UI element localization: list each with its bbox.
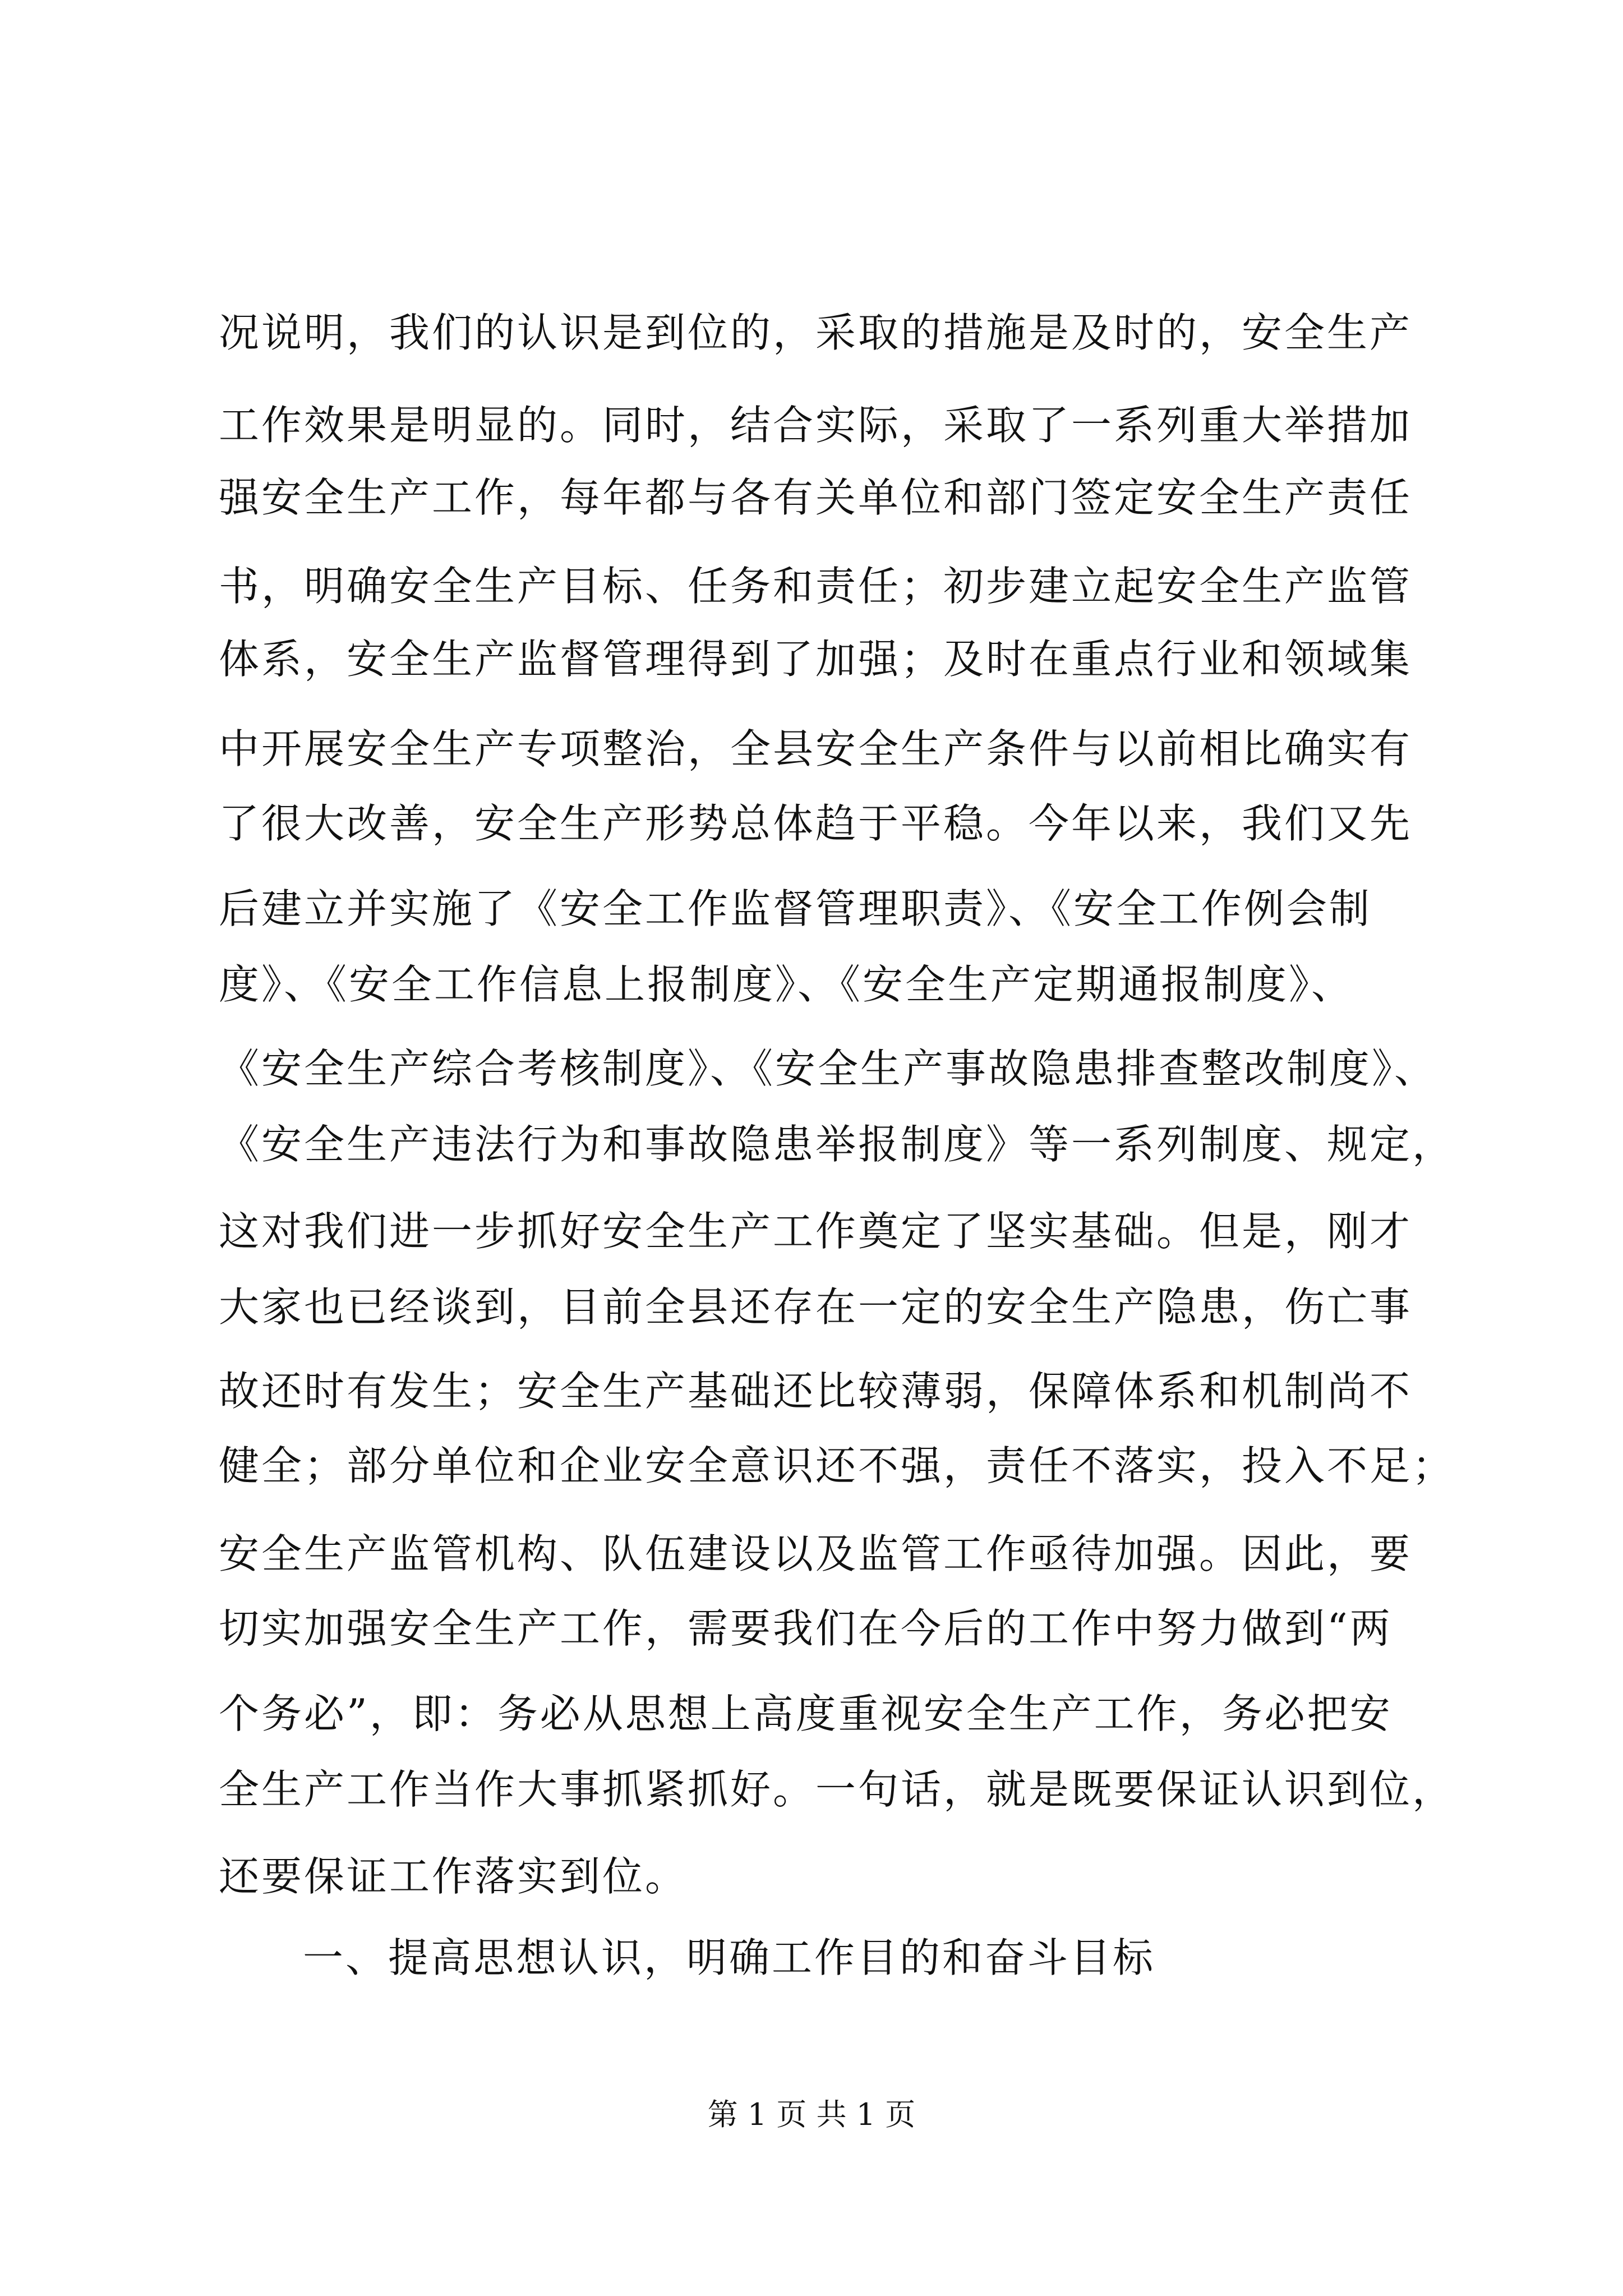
body-text-line: 健全；部分单位和企业安全意识还不强，责任不落实，投入不足； [219, 1442, 1455, 1489]
body-text-line: 度》、《安全工作信息上报制度》、《安全生产定期通报制度》、 [219, 961, 1354, 1008]
body-text-line: 还要保证工作落实到位。 [219, 1853, 688, 1900]
body-text-line: 《安全生产违法行为和事故隐患举报制度》等一系列制度、规定， [219, 1121, 1455, 1168]
body-text-line: 况说明，我们的认识是到位的，采取的措施是及时的，安全生产 [219, 309, 1413, 356]
body-text-line: 大家也已经谈到，目前全县还存在一定的安全生产隐患，伤亡事 [219, 1283, 1413, 1331]
page-footer: 第 1 页 共 1 页 [707, 2097, 916, 2132]
body-text-line: 《安全生产综合考核制度》、《安全生产事故隐患排查整改制度》、 [219, 1045, 1437, 1092]
body-text-line: 中开展安全生产专项整治，全县安全生产条件与以前相比确实有 [219, 725, 1413, 772]
body-text-line: 后建立并实施了《安全工作监督管理职责》、《安全工作例会制 [219, 885, 1372, 932]
body-text-line: 工作效果是明显的。同时，结合实际，采取了一系列重大举措加 [219, 402, 1413, 449]
body-text-line: 体系，安全生产监督管理得到了加强；及时在重点行业和领域集 [219, 636, 1413, 683]
body-text-line: 了很大改善，安全生产形势总体趋于平稳。今年以来，我们又先 [219, 800, 1413, 847]
body-text-line: 强安全生产工作，每年都与各有关单位和部门签定安全生产责任 [219, 474, 1413, 521]
section-heading: 一、提高思想认识，明确工作目的和奋斗目标 [303, 1934, 1156, 1981]
body-text-line: 书，明确安全生产目标、任务和责任；初步建立起安全生产监管 [219, 563, 1413, 610]
body-text-line: 故还时有发生；安全生产基础还比较薄弱，保障体系和机制尚不 [219, 1368, 1413, 1415]
body-text-line: 安全生产监管机构、队伍建设以及监管工作亟待加强。因此，要 [219, 1530, 1413, 1577]
body-text-line: 全生产工作当作大事抓紧抓好。一句话，就是既要保证认识到位， [219, 1766, 1455, 1813]
body-text-line: 这对我们进一步抓好安全生产工作奠定了坚实基础。但是，刚才 [219, 1208, 1413, 1255]
body-text-line: 切实加强安全生产工作，需要我们在今后的工作中努力做到“两 [219, 1605, 1393, 1652]
body-text-line: 个务必”，即：务必从思想上高度重视安全生产工作，务必把安 [219, 1690, 1393, 1737]
